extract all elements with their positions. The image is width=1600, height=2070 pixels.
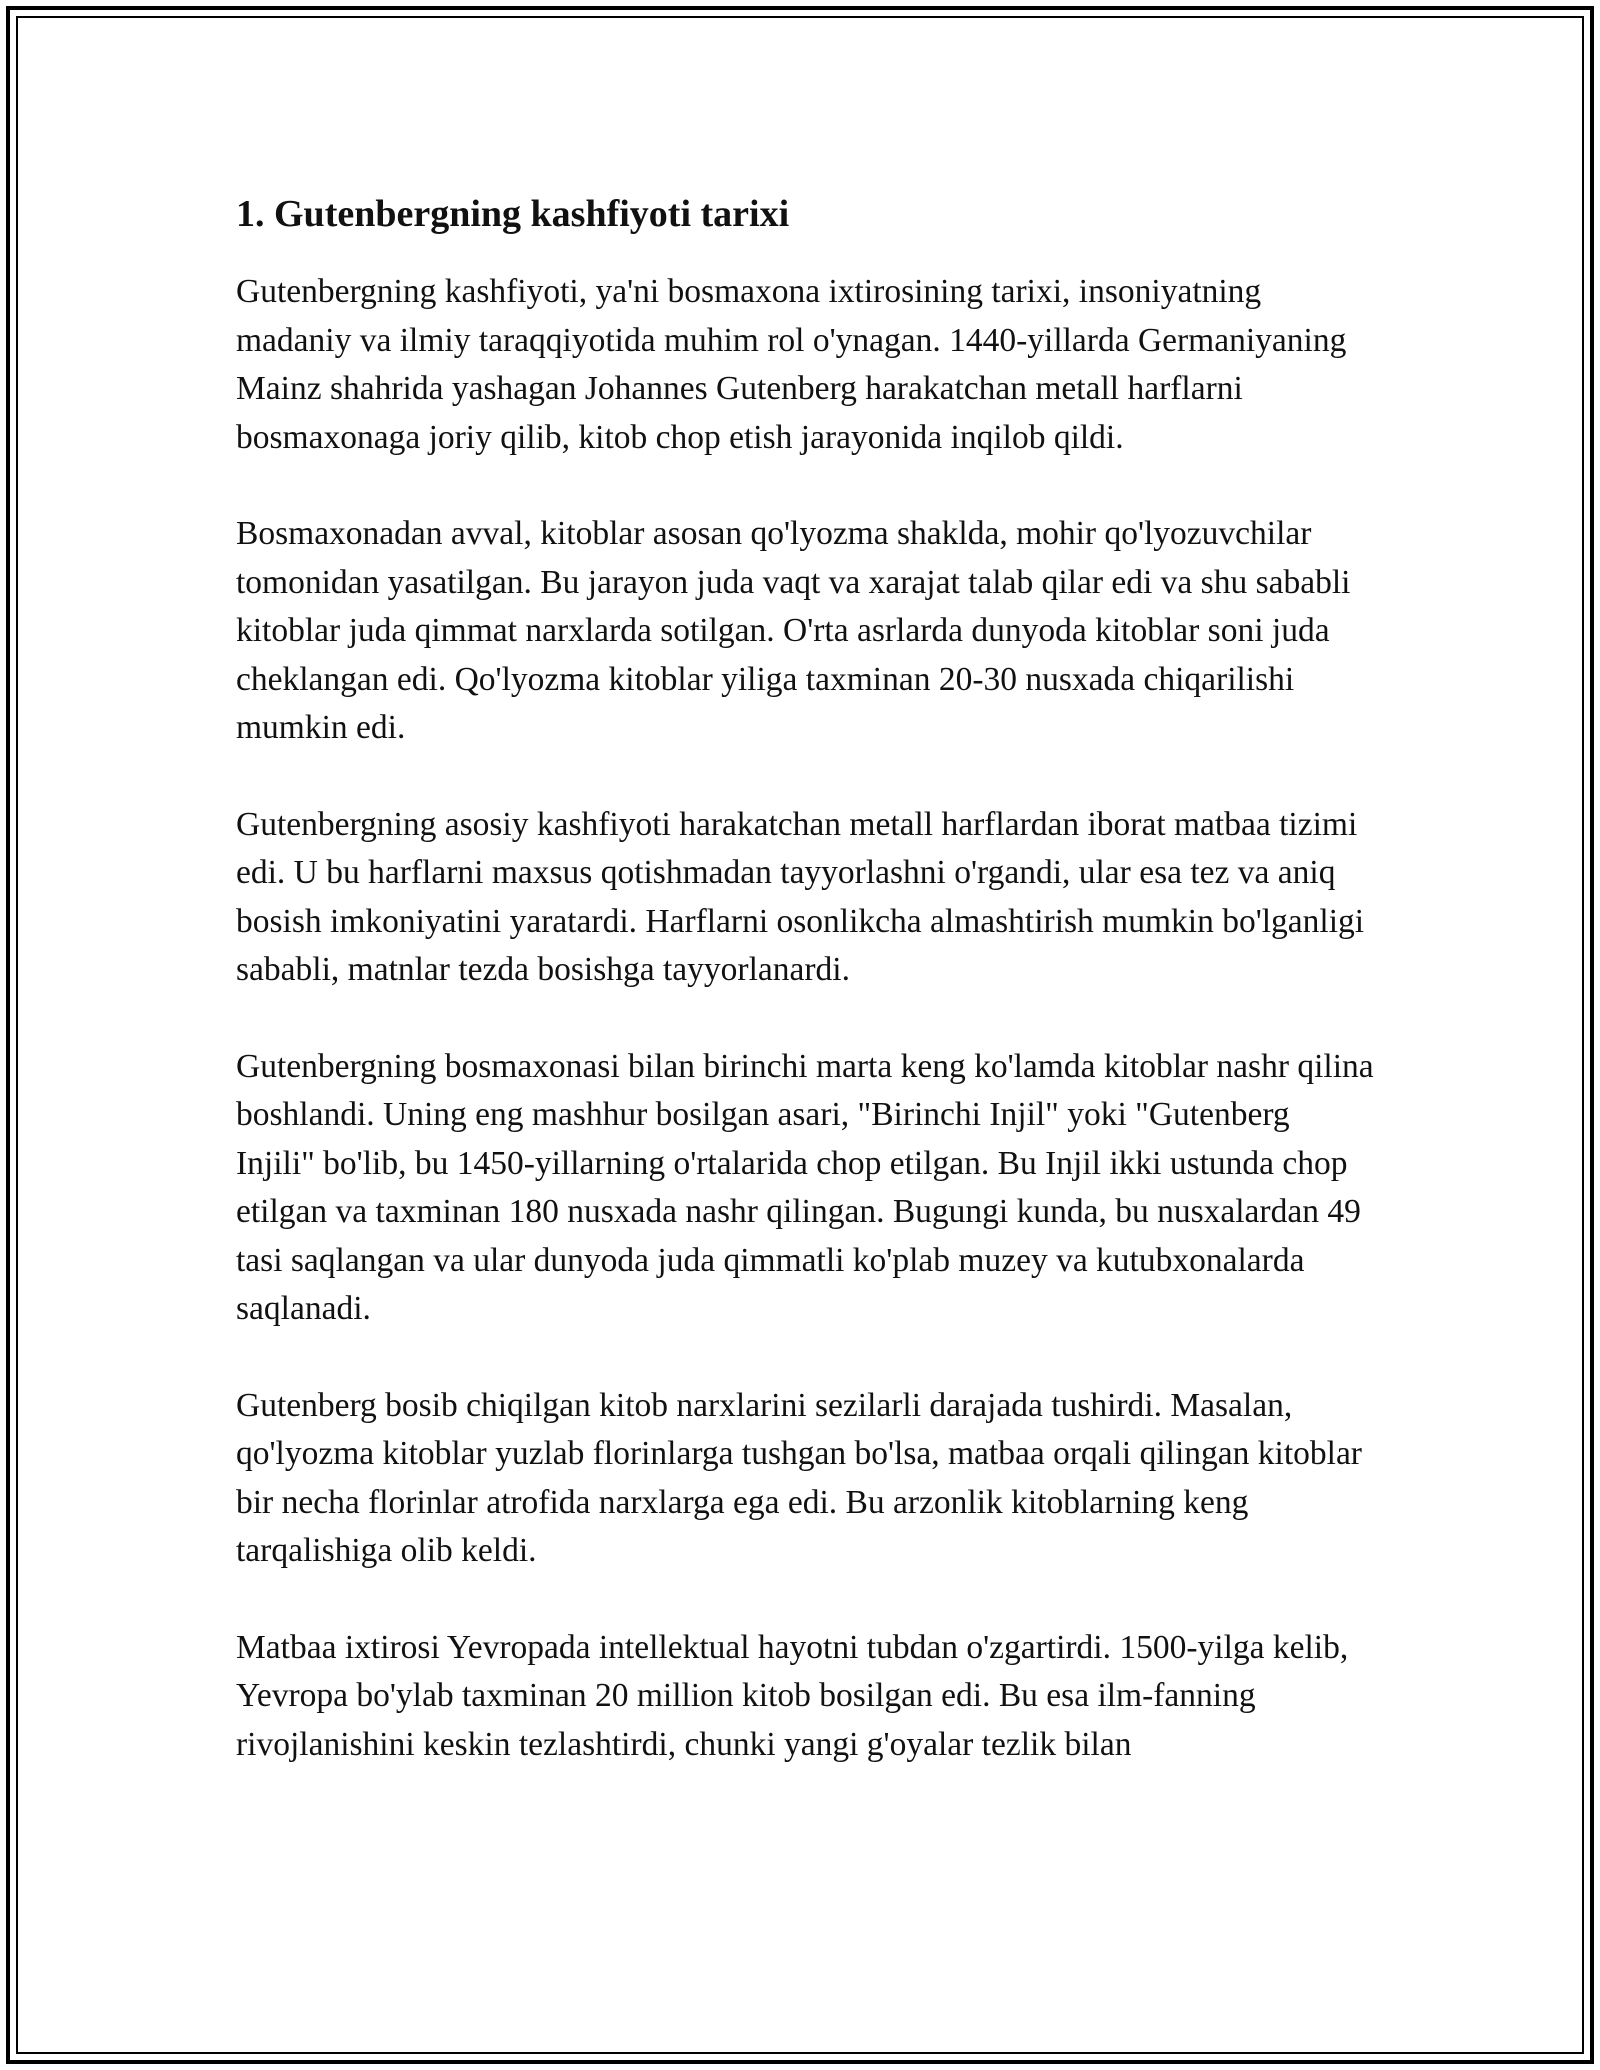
paragraph-6: Matbaa ixtirosi Yevropada intellektual hayotni tubdan o'zgartirdi. 1500-yilga kelib, Yevropa bo'ylab taxminan 20 million kitob bosilgan edi. Bu esa ilm-fanning rivojlanishini keskin tezlashtirdi, chunki yangi g'oyalar tezlik bilan [236, 1628, 1349, 1763]
paragraph-3: Gutenbergning asosiy kashfiyoti harakatchan metall harflardan iborat matbaa tizimi edi. U bu harflarni maxsus qotishmadan tayyorlashni o'rgandi, ular esa tez va aniq bosish imkoniyatini yaratardi. Harflarni osonlikcha almashtirish mumkin bo'lganligi sababli, matnlar tezda bosishga tayyorlanardi. [236, 805, 1365, 988]
section-heading: 1. Gutenbergning kashfiyoti tarixi [236, 193, 790, 235]
paragraph-5: Gutenberg bosib chiqilgan kitob narxlarini sezilarli darajada tushirdi. Masalan, qo'lyozma kitoblar yuzlab florinlarga tushgan bo'lsa, matbaa orqali qilingan kitoblar bir necha florinlar atrofida narxlarga ega edi. Bu arzonlik kitoblarning keng tarqalishiga olib keldi. [236, 1386, 1362, 1569]
paragraph-2: Bosmaxonadan avval, kitoblar asosan qo'lyozma shaklda, mohir qo'lyozuvchilar tomonidan yasatilgan. Bu jarayon juda vaqt va xarajat talab qilar edi va shu sababli kitoblar juda qimmat narxlarda sotilgan. O'rta asrlarda dunyoda kitoblar soni juda cheklangan edi. Qo'lyozma kitoblar yiliga taxminan 20-30 nusxada chiqarilishi mumkin edi. [236, 515, 1351, 746]
paragraph-4: Gutenbergning bosmaxonasi bilan birinchi marta keng ko'lamda kitoblar nashr qilina boshlandi. Uning eng mashhur bosilgan asari, "Birinchi Injil" yoki "Gutenberg Injili" bo'lib, bu 1450-yillarning o'rtalarida chop etilgan. Bu Injil ikki ustunda chop etilgan va taxminan 180 nusxada nashr qilingan. Bugungi kunda, bu nusxalardan 49 tasi saqlangan va ular dunyoda juda qimmatli ko'plab muzey va kutubxonalarda saqlanadi. [236, 1047, 1374, 1327]
document-body [236, 186, 1376, 1817]
paragraph-1: Gutenbergning kashfiyoti, ya'ni bosmaxona ixtirosining tarixi, insoniyatning madaniy va ilmiy taraqqiyotida muhim rol o'ynagan. 1440-yillarda Germaniyaning Mainz shahrida yashagan Johannes Gutenberg harakatchan metall harflarni bosmaxonaga joriy qilib, kitob chop etish jarayonida inqilob qildi. [236, 273, 1347, 456]
